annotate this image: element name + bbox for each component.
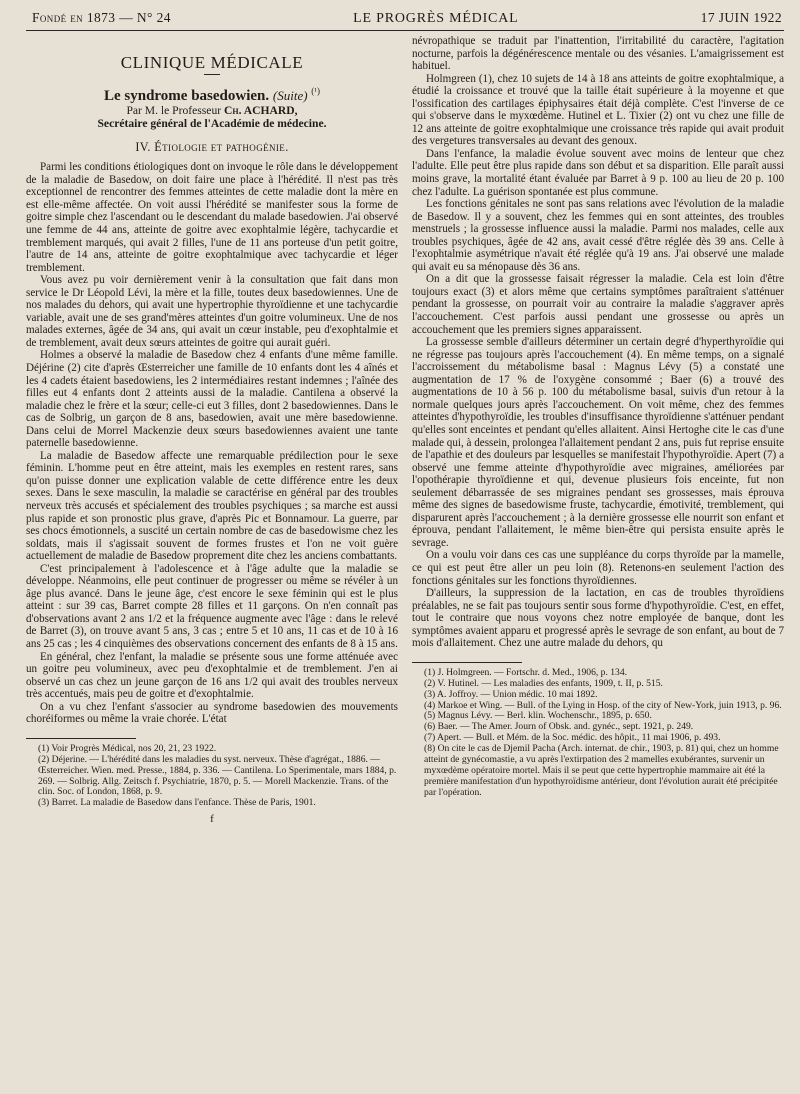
article-title-text: Le syndrome basedowien. — [103, 88, 270, 105]
footnote: (6) Baer. — The Amer. Journ of Obsk. and. gynéc., sept. 1921, p. 249. — [424, 721, 694, 733]
footnote: (2) V. Hutinel. — Les maladies des enfants, 1909, t. II, p. 515. — [424, 677, 663, 689]
right-footnotes — [412, 668, 784, 799]
subheading — [26, 141, 398, 154]
paragraph: La maladie de Basedow affecte une remarquable prédilection pour le sexe féminin. L'homme peut en être atteint, mais les exemples en restent rares, sans qu'on puisse donner une explication valable de cette différence entre les deux sexes. Dans le sexe masculin, la maladie se caractérise en général par des troubles nerveux très accusés et spécialement des troubles psychiques ; sa marche est aussi plus rapide et son pronostic plus grave, d'après Pic et Bonnamour. La guerre, par ses chocs émotionnels, a suscité un certain nombre de cas de basedowisme chez les soldats, mais il s'agissait souvent de formes frustes et l'on ne voit guère actuellement de maladie de Basedow proprement dite chez les anciens combattants. — [26, 449, 398, 563]
author-affiliation: Secrétaire général de l'Académie de médecine. — [97, 117, 327, 131]
subheading-text: IV. Étiologie et pathogénie. — [135, 139, 289, 154]
footnote: (1) Voir Progrès Médical, nos 20, 21, 23 1922. — [38, 742, 217, 754]
page-header — [26, 10, 784, 31]
paragraph: Parmi les conditions étiologiques dont on invoque le rôle dans le développement de la maladie de Basedow, on doit faire une place à l'hérédité. Il n'est pas très exceptionnel de rencontrer des femmes atteintes de cette maladie dont la mère en est elle-même affectée. On voit aussi l'hérédité se manifester sous la forme de goitre simple chez l'ascendant ou le descendant du malade basedowien. J'ai observé une femme de 44 ans, atteinte de goitre avec exophtalmie légère, tachycardie et tremblement marqués, qui avait 2 filles, l'une de 11 ans porteuse d'un petit goitre, l'autre de 14 ans, atteinte de goitre exophtalmique avec tachycardie et léger tremblement. — [26, 161, 398, 274]
header-founded: Fondé en 1873 — N° 24 — [32, 10, 171, 25]
left-column — [26, 35, 398, 826]
paragraph: Vous avez pu voir dernièrement venir à la consultation que fait dans mon service le Dr Léopold Lévi, la mère et la fille, toutes deux basedowiennes. Une de nos malades du dehors, qui avait une hypertrophie thyroïdienne et une tachycardie variable, avait une de ses grand'mères atteintes d'un goitre volumineux. Une de nos malades externes, âgée de 34 ans, qui avait un cœur instable, peu d'exophtalmie et de tremblement, avait deux sœurs atteintes de goitre qui aurait guéri. — [26, 274, 398, 349]
paragraph: On a vu chez l'enfant s'associer au syndrome basedowien des mouvements choréiformes ou même la vraie chorée. L'état — [26, 700, 398, 726]
footnote: (7) Apert. — Bull. et Mém. de la Soc. médic. des hôpit., 11 mai 1906, p. 493. — [424, 732, 721, 744]
columns — [26, 35, 784, 826]
footnote-rule — [26, 738, 136, 739]
author-line — [26, 105, 398, 118]
issue-date: 17 JUIN 1922 — [700, 10, 782, 25]
paragraph: Holmgreen (1), chez 10 sujets de 14 à 18 ans atteints de goitre exophtalmique, a étudié la croissance et trouvé que la taille était supérieure à la moyenne et que l'ossification des cartilages épiphysaires était déjà complète. C'est l'inverse de ce qui s'observe dans le myxœdème. Hutinel et L. Tixier (2) ont vu chez une fille de 12 ans atteinte de goitre exophtalmique une croissance très rapide qui avait produit des vergetures transversales au devant des genoux. — [412, 72, 784, 148]
paragraph: La grossesse semble d'ailleurs déterminer un certain degré d'hyperthyroïdie qui ne régresse pas toujours après l'accouchement (4). En même temps, on a signalé l'accroissement du métabolisme basal : Magnus Lévy (5) a constaté une augmentation de 17 % de l'oxygène consommé ; Baer (6) a trouvé des augmentations de 10 à 56 p. 100 du métabolisme basal, suivis d'un retour à la normale quelques jours après l'accouchement. On voit même, chez des femmes atteintes d'hypothyroïdie, les troubles d'insuffisance thyroïdienne s'atténuer pendant qu'elles sont enceintes et pendant qu'elles allaitent. Ainsi Hertoghe cite le cas d'une malade qui, à dessein, prolongea l'allaitement pendant 2 ans, puis fut reprise ensuite de l'apathie et des douleurs par lesquelles se manifestait l'hypothyroïdie. Apert (7) a observé une femme atteinte d'hypothyroïdie avec migraines, améliorées par l'opothérapie thyroïdienne et qui, devenue plusieurs fois enceinte, fut non seulement débarrassée de ses migraines pendant ses grossesses, mais éprouva même des signes de basedowisme fruste, tachycardie, émotivité, tremblement, qui disparurent après l'accouchement ; à la dernière grossesse elle nourrit son enfant et éprouva, pendant l'allaitement, le même bien-être qui persista ensuite après le sevrage. — [412, 336, 784, 549]
article-note-ref: (¹) — [311, 86, 320, 97]
paragraph: On a dit que la grossesse faisait régresser la maladie. Cela est loin d'être toujours exact (3) et alors même que certains symptômes paraîtraient s'atténuer pendant la grossesse, on pourrait voir au contraire la maladie s'aggraver après l'accouchement. C'est parfois aussi pendant une grossesse ou après un accouchement que les premiers signes apparaissent. — [412, 273, 784, 336]
paragraph: Holmes a observé la maladie de Basedow chez 4 enfants d'une même famille. Déjérine (2) cite d'après Œsterreicher une famille de 10 enfants dont les 4 aînés et les 4 cadets étaient basedowiens, les 2 intermédiaires restant indemnes ; l'aînée des filles eut 4 enfants dont 2 atteints aussi de la maladie. Cantilena a observé la maladie chez le frère et la sœur; celle-ci eut 3 filles, dont 2 basedowiennes. Dans le cas de Solbrig, un garçon de 8 ans, basedowien, avait une mère basedowienne. Dans celui de Morrel Mackenzie deux sœurs basedowiennes avaient une tante paternelle basedowienne. — [26, 349, 398, 450]
paragraph: Dans l'enfance, la maladie évolue souvent avec moins de lenteur que chez l'adulte. Elle peut être plus rapide dans son début et sa disparition. Elle paraît aussi moins grave, la mortalité étant évaluée par Barret à 9 p. 100 au lieu de 20 p. 100 chez l'adulte. La guérison spontanée est plus commune. — [412, 147, 784, 198]
footnote: (3) Barret. La maladie de Basedow dans l'enfance. Thèse de Paris, 1901. — [38, 797, 316, 809]
article-title — [26, 85, 398, 103]
right-column — [412, 35, 784, 826]
footnote: (3) A. Joffroy. — Union médic. 10 mai 1892. — [424, 688, 598, 700]
left-footnotes — [26, 744, 398, 809]
paragraph: On a voulu voir dans ces cas une suppléance du corps thyroïde par la mamelle, ce qui est peut être aller un peu loin (8). Retenons-en seulement l'action des fonctions génitales sur les fonctions thyroïdiennes. — [412, 549, 784, 587]
paragraph: C'est principalement à l'adolescence et à l'âge adulte que la maladie se développe. Néanmoins, elle peut continuer de progresser ou même se révéler à un âge plus avancé. Dans le jeune âge, c'est encore le sexe féminin qui est le plus atteint : sur 39 cas, Barret compte 28 filles et 11 garçons. On n'en connaît pas d'observations avant 2 ans 1/2 et la fréquence augmente avec l'âge : dans le relevé de Barret (3), on trouve avant 5 ans, 3 cas ; entre 5 et 10 ans, 11 cas et de 10 à 16 ans 25 cas ; les 4 cinquièmes des observations concernent des enfants de 8 à 15 ans. — [26, 562, 398, 651]
paragraph: Les fonctions génitales ne sont pas sans relations avec l'évolution de la maladie de Basedow. Il y a souvent, chez les femmes qui en sont atteintes, des troubles menstruels ; la grossesse influence aussi la maladie. Parmi nos malades, celle aux troubles psychiques, âgée de 42 ans, avait cessé d'être réglée dès 39 ans. Celle à l'exophtalmie asymétrique n'avait été réglée qu'à 19 ans. J'ai observé une malade qui avait eu sa ménopause dès 36 ans. — [412, 198, 784, 273]
footnote: (2) Déjerine. — L'hérédité dans les maladies du syst. nerveux. Thèse d'agrégat., 1886. — Œsterreicher. Wien. med. Presse., 1884, p. 336. — Cantilena. Lo Sperimentale, mars 1884, p. 269. — Solbrig. Allg. Zeitsch f. Psychiatrie, 1870, p. 5. — Morell Mackenzie. Trans. of the clin. Soc. of London, 1868, p. 9. — [38, 753, 397, 798]
footnote: (8) On cite le cas de Djemil Pacha (Arch. internat. de chir., 1903, p. 81) qui, chez un homme atteint de gynécomastie, a vu après l'extirpation des 2 mamelles exubérantes, survenir un myxœdème opératoire mortel. Mais il se peut que cette hypertrophie mammaire ait été la première manifestation d'un hypothyroïdisme antérieur, dont l'évolution aurait été précipitée par l'opération. — [424, 743, 779, 798]
paragraph: En général, chez l'enfant, la maladie se présente sous une forme atténuée avec un goitre peu volumineux, avec peu d'exophtalmie et de tremblement. J'en ai observé un cas chez un jeune garçon de 16 ans 1/2 qui avait des troubles nerveux très accentués, mais peu de goitre et d'exophtalmie. — [26, 650, 398, 701]
paragraph: D'ailleurs, la suppression de la lactation, en cas de troubles thyroïdiens préalables, ne se fait pas toujours sentir sous forme d'hypothyroïdie. C'est, en effet, tout le contraire que nous voyons chez notre employée de banque, dont les symptômes avaient apparu et progressé après le sevrage de son enfant, au bout de 7 mois d'allaitement. Chez une autre malade du dehors, qu — [412, 587, 784, 650]
journal-name: LE PROGRÈS MÉDICAL — [353, 11, 519, 26]
author-prefix: Par M. le Professeur — [126, 103, 222, 117]
title-rule — [204, 74, 220, 76]
author-name: Ch. ACHARD, — [224, 103, 298, 117]
footnote: (1) J. Holmgreen. — Fortschr. d. Med., 1906, p. 134. — [424, 666, 628, 678]
footnote: (4) Markoe et Wing. — Bull. of the Lying in Hosp. of the city of New-York, juin 1913, p. 96. — [424, 699, 782, 711]
article-suite: (Suite) — [272, 88, 308, 104]
paragraph: névropathique se traduit par l'inattention, l'irritabilité du caractère, l'agitation nocturne, parfois la dégénérescence mentale ou des vésanies. L'amaigrissement est habituel. — [412, 35, 784, 73]
end-mark: f — [210, 813, 214, 826]
footnote-rule — [412, 662, 522, 663]
footnote: (5) Magnus Lévy. — Berl. klin. Wochenschr., 1895, p. 650. — [424, 710, 652, 722]
section-title: CLINIQUE MÉDICALE — [120, 53, 304, 72]
